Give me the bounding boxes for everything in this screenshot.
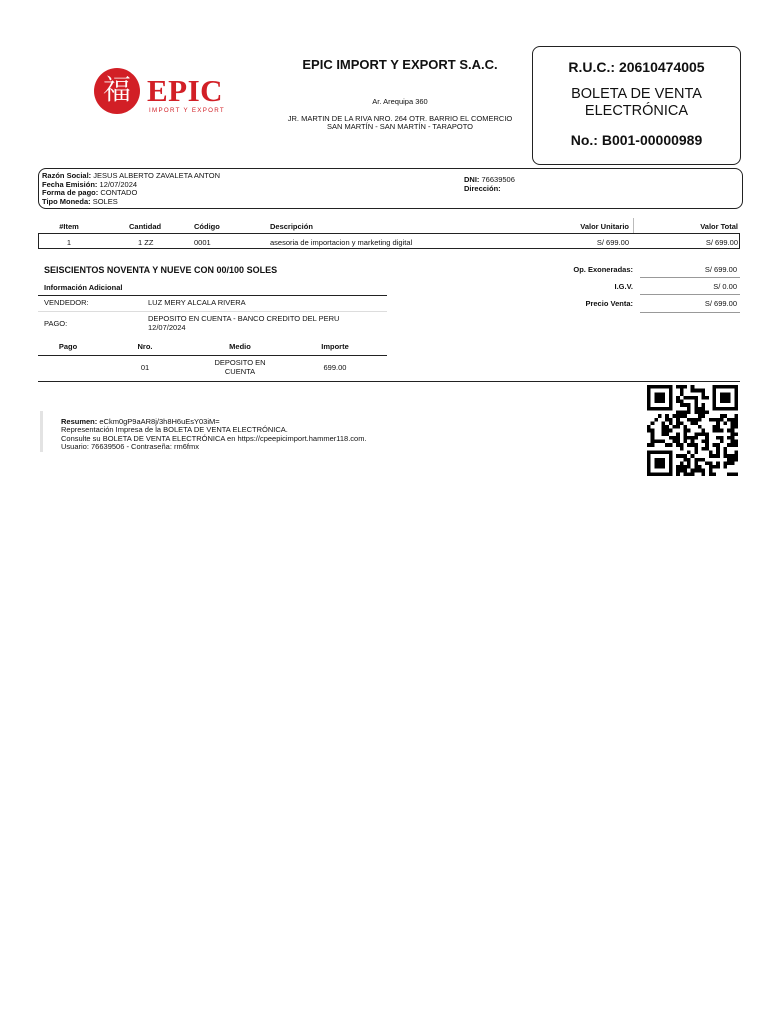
additional-info-divider xyxy=(38,295,387,296)
document-box xyxy=(532,46,741,165)
logo-tagline: IMPORT Y EXPORT xyxy=(149,107,226,114)
logo-brand: EPIC xyxy=(147,73,224,108)
additional-info-title: Información Adicional xyxy=(44,283,123,292)
totals-divider-1 xyxy=(640,277,740,278)
igv-label: I.G.V. xyxy=(614,282,633,291)
payment-header-nro: Nro. xyxy=(137,342,153,351)
pago-label: PAGO: xyxy=(44,319,68,328)
header-col-separator xyxy=(633,218,634,233)
row-1-cantidad: 1 ZZ xyxy=(138,238,154,247)
document-title-line-2: ELECTRÓNICA xyxy=(584,103,689,119)
tipo-moneda-label: Tipo Moneda: xyxy=(42,197,91,206)
payment-row-1-importe: 699.00 xyxy=(323,363,347,372)
payment-header-divider xyxy=(38,355,387,356)
forma-pago xyxy=(42,188,137,197)
dni-value: 76639506 xyxy=(481,175,515,184)
company-address-3: SAN MARTÍN - SAN MARTÍN - TARAPOTO xyxy=(327,122,473,131)
table-bottom-border xyxy=(38,248,740,249)
col-header-valor-unitario: Valor Unitario xyxy=(580,222,629,231)
tipo-moneda-value: SOLES xyxy=(92,197,118,206)
resumen-hash: eCkm0gP9aAR8j/3h8H6uEsY03iM= xyxy=(99,417,220,426)
forma-pago-label: Forma de pago: xyxy=(42,188,99,197)
document-title-line-1: BOLETA DE VENTA xyxy=(571,86,702,102)
resumen-accent-bar xyxy=(40,411,43,452)
company-name: EPIC IMPORT Y EXPORT S.A.C. xyxy=(302,57,498,72)
dni xyxy=(464,175,515,184)
row-1-descripcion: asesoria de importacion y marketing digital xyxy=(270,238,413,247)
col-header-codigo: Código xyxy=(194,222,220,231)
resumen-line-2: Representación Impresa de la BOLETA DE VENTA ELECTRÓNICA. xyxy=(61,425,288,434)
ruc-number: R.U.C.: 20610474005 xyxy=(568,59,705,75)
row-1-codigo: 0001 xyxy=(194,238,211,247)
payment-row-1-medio-line-2: CUENTA xyxy=(224,367,256,376)
logo-glyph: 福 xyxy=(102,73,131,106)
payment-row-1-nro: 01 xyxy=(140,363,150,372)
totals-divider-2 xyxy=(640,294,740,295)
pago-value-line-2: 12/07/2024 xyxy=(148,323,186,332)
razon-social-label: Razón Social: xyxy=(42,171,92,180)
vendedor-row-divider xyxy=(38,311,387,312)
amount-in-words: SEISCIENTOS NOVENTA Y NUEVE CON 00/100 SOLES xyxy=(44,265,278,275)
col-header-valor-total: Valor Total xyxy=(700,222,738,231)
tipo-moneda xyxy=(42,197,118,206)
qr-code xyxy=(647,385,738,476)
row-1-valor-total: S/ 699.00 xyxy=(705,238,738,247)
col-header-cantidad: Cantidad xyxy=(129,222,162,231)
direccion xyxy=(464,184,501,193)
direccion-label: Dirección: xyxy=(464,184,501,193)
razon-social-value: JESUS ALBERTO ZAVALETA ANTON xyxy=(93,171,220,180)
dni-label: DNI: xyxy=(464,175,480,184)
payment-header-medio: Medio xyxy=(229,342,251,351)
precio-venta-label: Precio Venta: xyxy=(585,299,633,308)
vendedor-value: LUZ MERY ALCALA RIVERA xyxy=(148,298,246,307)
precio-venta-value: S/ 699.00 xyxy=(704,299,737,308)
forma-pago-value: CONTADO xyxy=(100,188,138,197)
section-bottom-divider xyxy=(38,381,740,382)
razon-social xyxy=(42,171,220,180)
totals-divider-3 xyxy=(640,312,740,313)
client-info-box xyxy=(38,168,743,209)
resumen-label: Resumen: xyxy=(61,417,98,426)
resumen-line-3: Consulte su BOLETA DE VENTA ELECTRÓNICA en https://cpeepicimport.hammer118.com. xyxy=(61,434,367,443)
payment-row-1-medio-line-1: DEPOSITO EN xyxy=(214,358,266,367)
vendedor-label: VENDEDOR: xyxy=(44,298,89,307)
col-header-item: #Item xyxy=(59,222,79,231)
fecha-emision-value: 12/07/2024 xyxy=(99,180,138,189)
document-title xyxy=(533,86,740,120)
table-header-divider xyxy=(38,233,740,234)
row-1-valor-unitario: S/ 699.00 xyxy=(596,238,629,247)
col-header-descripcion: Descripción xyxy=(270,222,313,231)
row-1-item: 1 xyxy=(66,238,72,247)
pago-value-line-1: DEPOSITO EN CUENTA - BANCO CREDITO DEL PERU xyxy=(148,314,340,323)
resumen-line-4: Usuario: 76639506 - Contraseña: rm6fmx xyxy=(61,442,199,451)
payment-header-importe: Importe xyxy=(321,342,349,351)
company-address-2: JR. MARTIN DE LA RIVA NRO. 264 OTR. BARRIO EL COMERCIO xyxy=(287,114,513,123)
igv-value: S/ 0.00 xyxy=(713,282,737,291)
company-address-1: Ar. Arequipa 360 xyxy=(372,97,428,106)
fecha-emision-label: Fecha Emisión: xyxy=(42,180,98,189)
document-number: No.: B001-00000989 xyxy=(570,132,703,148)
exoneradas-label: Op. Exoneradas: xyxy=(573,265,633,274)
payment-header-pago: Pago xyxy=(58,342,78,351)
table-right-border xyxy=(739,233,740,248)
exoneradas-value: S/ 699.00 xyxy=(704,265,737,274)
